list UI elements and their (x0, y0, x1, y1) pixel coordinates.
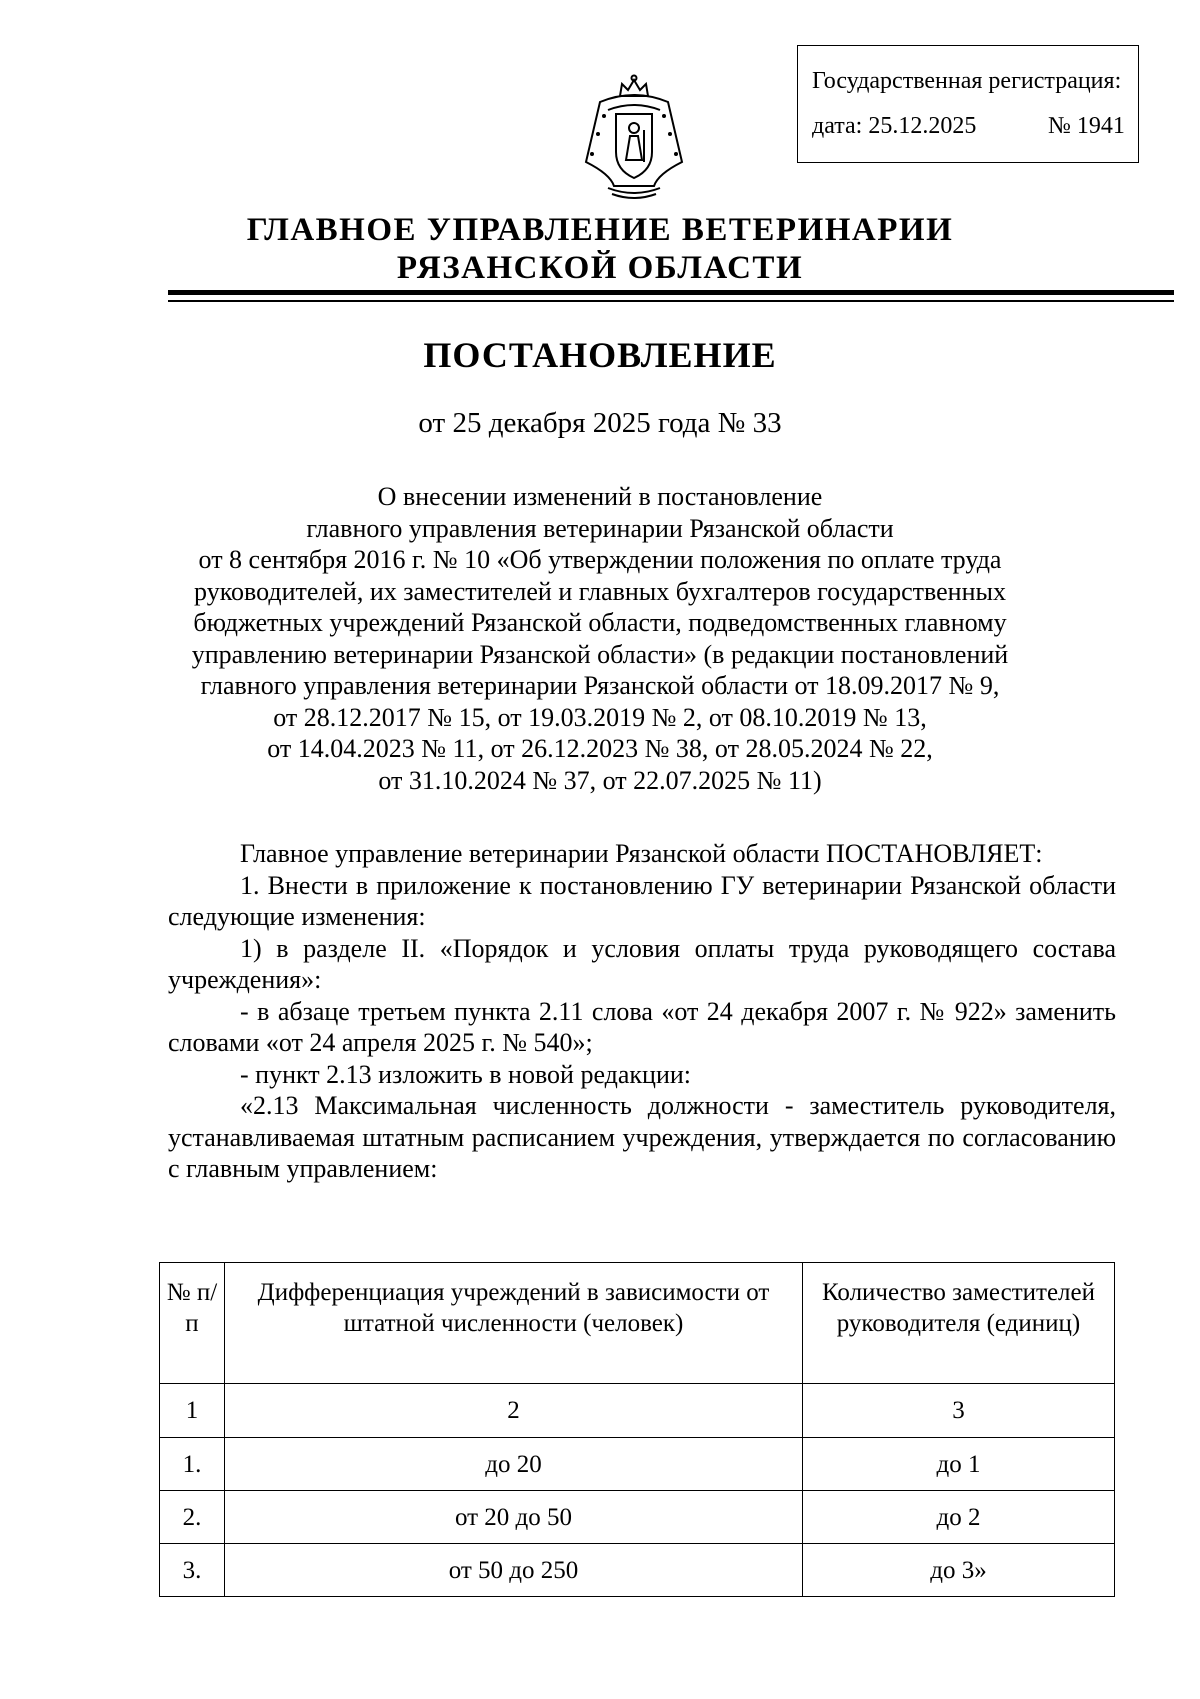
table-cell: 2. (160, 1491, 225, 1544)
subject-line: главного управления ветеринарии Рязанской области от 18.09.2017 № 9, (200, 671, 1000, 700)
body-paragraph-decree: Главное управление ветеринарии Рязанской области ПОСТАНОВЛЯЕТ: (240, 839, 1043, 868)
document-date: от 25 декабря 2025 года № 33 (418, 407, 782, 439)
header-divider-thin (168, 300, 1174, 302)
body-paragraph-item-1: 1. Внести в приложение к постановлению ГУ ветеринарии Рязанской области следующие изменения: (168, 870, 1116, 931)
document-subject (140, 481, 1060, 796)
table-cell: до 3» (803, 1544, 1115, 1597)
registration-title: Государственная регистрация: (812, 68, 1122, 94)
subject-line: от 8 сентября 2016 г. № 10 «Об утверждении положения по оплате труда (198, 545, 1002, 574)
table-cell: до 1 (803, 1438, 1115, 1491)
table-row (160, 1491, 1115, 1544)
document-body (168, 838, 1116, 1185)
subject-line: руководителей, их заместителей и главных бухгалтеров государственных (194, 576, 1006, 606)
table-header-row (160, 1263, 1115, 1384)
table-header-cell: Дифференциация учреждений в зависимости от штатной численности (человек) (225, 1263, 803, 1384)
table-cell: 1 (160, 1384, 225, 1438)
body-paragraph-subitem-1: 1) в разделе II. «Порядок и условия оплаты труда руководящего состава учреждения»: (168, 933, 1116, 994)
table-header-cell: № п/п (160, 1263, 225, 1384)
registration-number: № 1941 (1048, 113, 1125, 139)
table-column-number-row (160, 1384, 1115, 1438)
subject-line: от 28.12.2017 № 15, от 19.03.2019 № 2, от 08.10.2019 № 13, (273, 702, 927, 732)
table-cell: 1. (160, 1438, 225, 1491)
subject-line: от 31.10.2024 № 37, от 22.07.2025 № 11) (378, 765, 822, 795)
table-header-cell: Количество заместителей руководителя (единиц) (803, 1263, 1115, 1384)
document-type: ПОСТАНОВЛЕНИЕ (423, 335, 777, 375)
table-row (160, 1438, 1115, 1491)
header-divider-thick (168, 290, 1174, 295)
body-paragraph-amend-2-13: - пункт 2.13 изложить в новой редакции: (240, 1059, 692, 1089)
table-cell: до 2 (803, 1491, 1115, 1544)
organization-name-line1: ГЛАВНОЕ УПРАВЛЕНИЕ ВЕТЕРИНАРИИ (246, 212, 954, 248)
deputy-count-table (159, 1262, 1115, 1597)
table-cell: 2 (225, 1384, 803, 1438)
coat-of-arms-icon (578, 74, 690, 204)
subject-line: О внесении изменений в постановление (377, 482, 823, 511)
table-cell: от 50 до 250 (225, 1544, 803, 1597)
table-cell: от 20 до 50 (225, 1491, 803, 1544)
subject-line: управлению ветеринарии Рязанской области» (в редакции постановлений (191, 639, 1009, 669)
registration-box (797, 45, 1139, 163)
table-cell: 3 (803, 1384, 1115, 1438)
organization-name-line2: РЯЗАНСКОЙ ОБЛАСТИ (396, 250, 804, 286)
table-cell: 3. (160, 1544, 225, 1597)
body-paragraph-new-2-13: «2.13 Максимальная численность должности - заместитель руководителя, устанавливаемая штатным расписанием учреждения, утверждается по согласованию с главным управлением: (168, 1091, 1116, 1183)
subject-line: бюджетных учреждений Рязанской области, подведомственных главному (193, 608, 1007, 637)
registration-date: дата: 25.12.2025 (812, 113, 977, 139)
subject-line: главного управления ветеринарии Рязанской области (306, 513, 894, 543)
table-row (160, 1544, 1115, 1597)
table-cell: до 20 (225, 1438, 803, 1491)
body-paragraph-amend-2-11: - в абзаце третьем пункта 2.11 слова «от 24 декабря 2007 г. № 922» заменить словами «от 24 апреля 2025 г. № 540»; (168, 996, 1116, 1057)
subject-line: от 14.04.2023 № 11, от 26.12.2023 № 38, от 28.05.2024 № 22, (267, 734, 933, 763)
